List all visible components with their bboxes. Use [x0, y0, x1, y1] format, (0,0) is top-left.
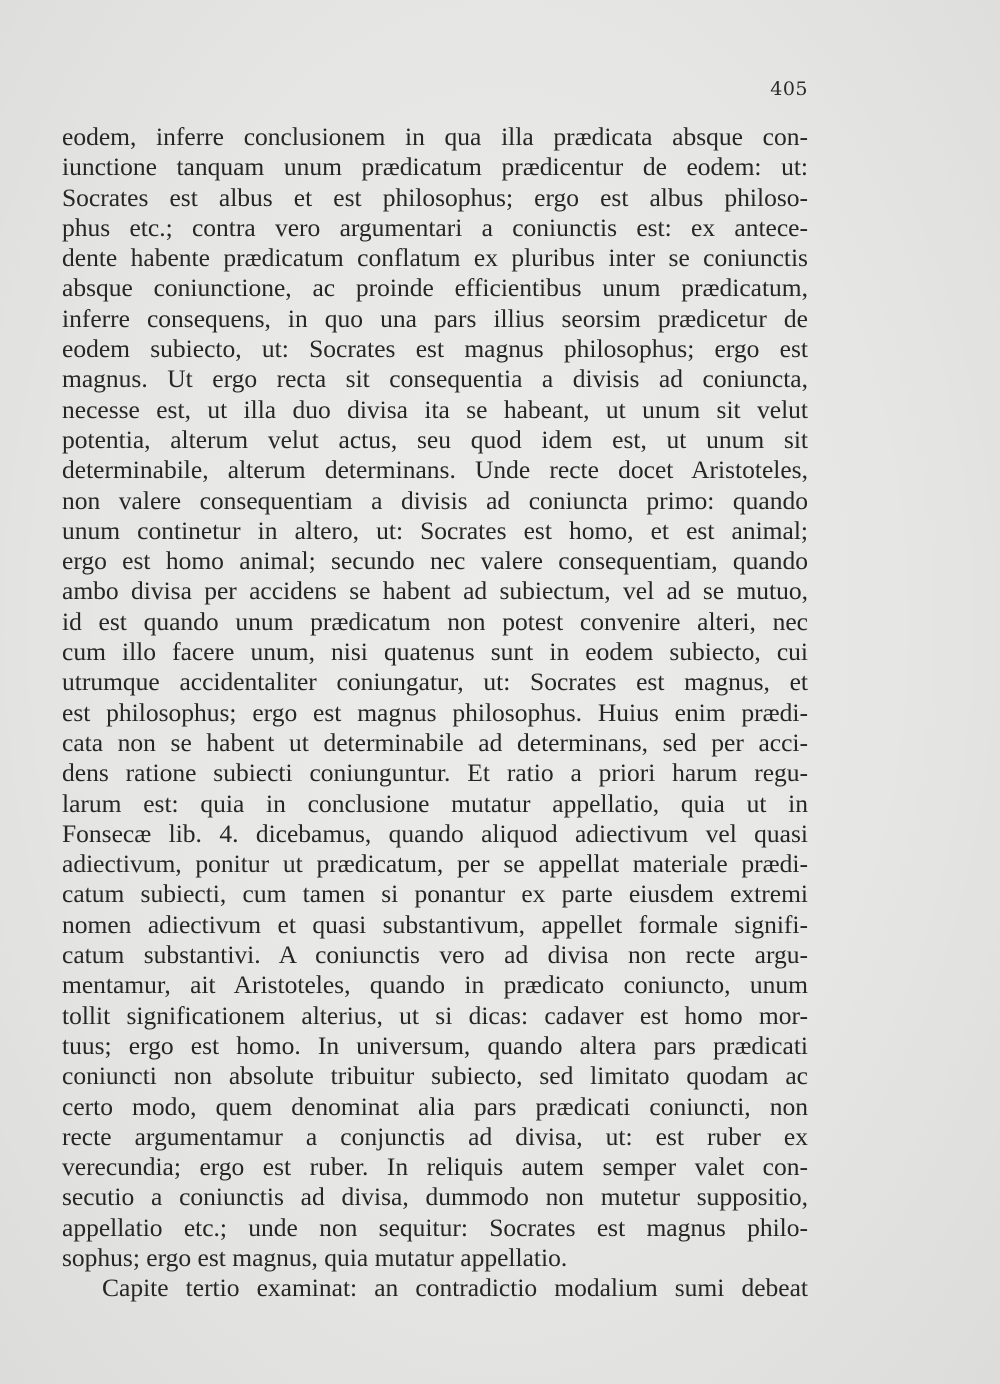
page-number: 405	[770, 78, 808, 100]
text-line: Capite tertio examinat: an contradictio modalium sumi debeat	[102, 1273, 808, 1303]
text-line: unum continetur in altero, ut: Socrates est homo, et est animal;	[62, 515, 808, 545]
text-line: magnus. Ut ergo recta sit consequentia a divisis ad coniuncta,	[62, 364, 808, 394]
text-line: absque coniunctione, ac proinde efficientibus unum prædicatum,	[62, 273, 808, 303]
body-text	[62, 122, 808, 1304]
text-line: certo modo, quem denominat alia pars prædicati coniuncti, non	[62, 1091, 808, 1121]
text-line: iunctione tanquam unum prædicatum prædicentur de eodem: ut:	[62, 152, 808, 182]
text-line: verecundia; ergo est ruber. In reliquis autem semper valet con-	[62, 1152, 808, 1182]
text-line: non valere consequentiam a divisis ad coniuncta primo: quando	[62, 485, 808, 515]
text-line: potentia, alterum velut actus, seu quod idem est, ut unum sit	[62, 424, 808, 454]
text-line: utrumque accidentaliter coniungatur, ut: Socrates est magnus, et	[62, 667, 808, 697]
text-line: secutio a coniunctis ad divisa, dummodo non mutetur suppositio,	[62, 1182, 808, 1212]
text-line: ambo divisa per accidens se habent ad subiectum, vel ad se mutuo,	[62, 576, 808, 606]
text-line: recte argumentamur a conjunctis ad divisa, ut: est ruber ex	[62, 1121, 808, 1151]
text-line: id est quando unum prædicatum non potest convenire alteri, nec	[62, 606, 808, 636]
text-line: adiectivum, ponitur ut prædicatum, per se appellat materiale prædi-	[62, 849, 808, 879]
text-line: eodem subiecto, ut: Socrates est magnus philosophus; ergo est	[62, 334, 808, 364]
text-line: larum est: quia in conclusione mutatur appellatio, quia ut in	[62, 788, 808, 818]
text-line: appellatio etc.; unde non sequitur: Socrates est magnus philo-	[62, 1212, 808, 1242]
text-line: mentamur, ait Aristoteles, quando in prædicato coniuncto, unum	[62, 970, 808, 1000]
text-line: necesse est, ut illa duo divisa ita se habeant, ut unum sit velut	[62, 394, 808, 424]
text-line: Socrates est albus et est philosophus; ergo est albus philoso-	[62, 182, 808, 212]
text-line: ergo est homo animal; secundo nec valere consequentiam, quando	[62, 546, 808, 576]
text-line: inferre consequens, in quo una pars illius seorsim prædicetur de	[62, 303, 808, 333]
text-line: tuus; ergo est homo. In universum, quando altera pars prædicati	[62, 1030, 808, 1060]
text-line: eodem, inferre conclusionem in qua illa prædicata absque con-	[62, 122, 808, 151]
text-line: determinabile, alterum determinans. Unde recte docet Aristoteles,	[62, 455, 808, 485]
text-line: catum substantivi. A coniunctis vero ad divisa non recte argu-	[62, 940, 808, 970]
text-line: nomen adiectivum et quasi substantivum, appellet formale signifi-	[62, 909, 808, 939]
text-line: dens ratione subiecti coniunguntur. Et ratio a priori harum regu-	[62, 758, 808, 788]
text-line: sophus; ergo est magnus, quia mutatur appellatio.	[62, 1242, 568, 1272]
text-line: catum subiecti, cum tamen si ponantur ex parte eiusdem extremi	[62, 879, 808, 909]
text-line: cata non se habent ut determinabile ad determinans, sed per acci-	[62, 727, 808, 757]
text-line: Fonsecæ lib. 4. dicebamus, quando aliquod adiectivum vel quasi	[62, 818, 808, 848]
text-line: dente habente prædicatum conflatum ex pluribus inter se coniunctis	[62, 243, 808, 273]
text-line: phus etc.; contra vero argumentari a coniunctis est: ex antece-	[62, 212, 808, 242]
text-line: cum illo facere unum, nisi quatenus sunt in eodem subiecto, cui	[62, 637, 808, 667]
text-line: est philosophus; ergo est magnus philosophus. Huius enim prædi-	[62, 697, 808, 727]
text-line: coniuncti non absolute tribuitur subiecto, sed limitato quodam ac	[62, 1061, 808, 1091]
text-line: tollit significationem alterius, ut si dicas: cadaver est homo mor-	[62, 1000, 808, 1030]
